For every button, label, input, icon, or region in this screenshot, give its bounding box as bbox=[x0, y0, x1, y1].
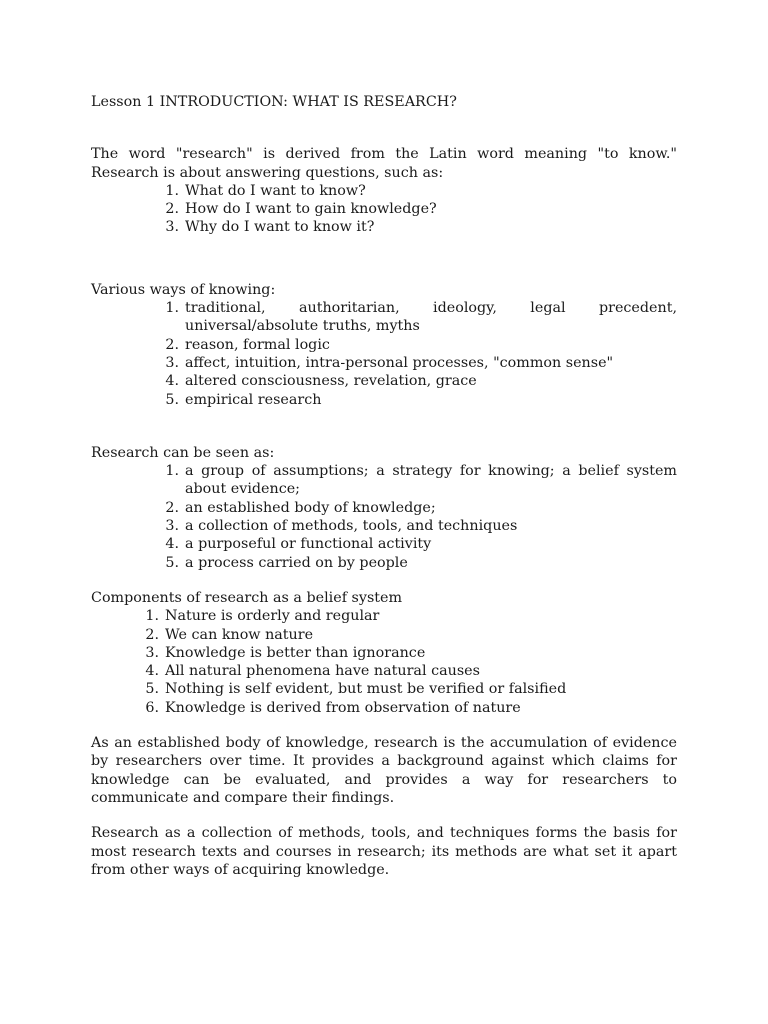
list-number: 1. bbox=[165, 300, 179, 317]
list-item-text: How do I want to gain knowledge? bbox=[185, 201, 437, 218]
list-item-text: Nature is orderly and regular bbox=[165, 608, 380, 625]
list-item-text: an established body of knowledge; bbox=[185, 499, 436, 516]
intro-paragraph: The word "research" is derived from the Latin word meaning "to know." Research is about answering questions, such as: bbox=[91, 146, 677, 181]
list-number: 2. bbox=[165, 336, 179, 353]
list-number: 1. bbox=[165, 463, 179, 480]
list-item-text: a collection of methods, tools, and techniques bbox=[185, 518, 518, 535]
list-item bbox=[91, 354, 677, 372]
intro-section bbox=[91, 145, 677, 236]
methods-paragraph: Research as a collection of methods, tools, and techniques forms the basis for most research texts and courses in research; its methods are what set it apart from other ways of acquiring knowledge. bbox=[91, 825, 677, 878]
page-title: Lesson 1 INTRODUCTION: WHAT IS RESEARCH? bbox=[91, 94, 457, 110]
seen-as-heading: Research can be seen as: bbox=[91, 444, 275, 461]
list-item bbox=[91, 336, 677, 354]
list-number: 1. bbox=[165, 182, 179, 199]
ways-list bbox=[91, 299, 677, 409]
list-item bbox=[91, 680, 677, 698]
list-item bbox=[91, 662, 677, 680]
list-item-text: Nothing is self evident, but must be verified or falsified bbox=[165, 681, 567, 698]
list-number: 2. bbox=[165, 499, 179, 516]
list-item-text: We can know nature bbox=[165, 626, 314, 643]
list-item-text: a process carried on by people bbox=[185, 554, 408, 571]
list-item bbox=[91, 644, 677, 662]
list-item bbox=[91, 462, 677, 499]
list-item bbox=[91, 391, 677, 409]
list-item bbox=[91, 182, 677, 200]
list-item-text: empirical research bbox=[185, 391, 322, 408]
list-item-text: All natural phenomena have natural causes bbox=[165, 663, 480, 680]
list-number: 3. bbox=[145, 644, 159, 661]
list-item bbox=[91, 372, 677, 390]
ways-heading: Various ways of knowing: bbox=[91, 281, 276, 298]
document-page bbox=[91, 93, 677, 879]
list-number: 3. bbox=[165, 354, 179, 371]
list-item-text: reason, formal logic bbox=[185, 336, 330, 353]
list-item bbox=[91, 535, 677, 553]
list-number: 5. bbox=[145, 681, 159, 698]
list-item-text: Knowledge is better than ignorance bbox=[165, 644, 426, 661]
list-item bbox=[91, 517, 677, 535]
list-number: 5. bbox=[165, 391, 179, 408]
components-section bbox=[91, 589, 677, 717]
list-item-text: a purposeful or functional activity bbox=[185, 536, 432, 553]
list-item bbox=[91, 200, 677, 218]
list-number: 5. bbox=[165, 554, 179, 571]
research-seen-as-section bbox=[91, 444, 677, 572]
list-item-text: What do I want to know? bbox=[185, 182, 366, 199]
list-item-text: affect, intuition, intra-personal processes, "common sense" bbox=[185, 354, 614, 371]
ways-of-knowing-section bbox=[91, 281, 677, 409]
list-number: 4. bbox=[165, 536, 179, 553]
list-item-text: Why do I want to know it? bbox=[185, 219, 375, 236]
list-item bbox=[91, 607, 677, 625]
components-list bbox=[91, 607, 677, 717]
list-item bbox=[91, 218, 677, 236]
list-number: 2. bbox=[165, 201, 179, 218]
list-number: 1. bbox=[145, 608, 159, 625]
list-number: 3. bbox=[165, 219, 179, 236]
components-heading: Components of research as a belief system bbox=[91, 589, 403, 606]
list-number: 2. bbox=[145, 626, 159, 643]
list-item bbox=[91, 626, 677, 644]
list-number: 4. bbox=[165, 373, 179, 390]
list-item bbox=[91, 554, 677, 572]
list-number: 3. bbox=[165, 518, 179, 535]
list-number: 4. bbox=[145, 663, 159, 680]
seen-as-list bbox=[91, 462, 677, 572]
list-item bbox=[91, 699, 677, 717]
intro-question-list bbox=[91, 182, 677, 237]
list-item-text: a group of assumptions; a strategy for knowing; a belief system about evidence; bbox=[185, 463, 677, 498]
list-item bbox=[91, 299, 677, 336]
list-item-text: traditional, authoritarian, ideology, legal precedent, universal/absolute truths, myths bbox=[185, 300, 677, 335]
list-item-text: Knowledge is derived from observation of nature bbox=[165, 699, 521, 716]
list-item bbox=[91, 499, 677, 517]
list-number: 6. bbox=[145, 699, 159, 716]
list-item-text: altered consciousness, revelation, grace bbox=[185, 373, 477, 390]
body-of-knowledge-paragraph: As an established body of knowledge, research is the accumulation of evidence by researchers over time. It provides a background against which claims for knowledge can be evaluated, and provides a way for researchers to communicate and compare their findings. bbox=[91, 735, 677, 806]
